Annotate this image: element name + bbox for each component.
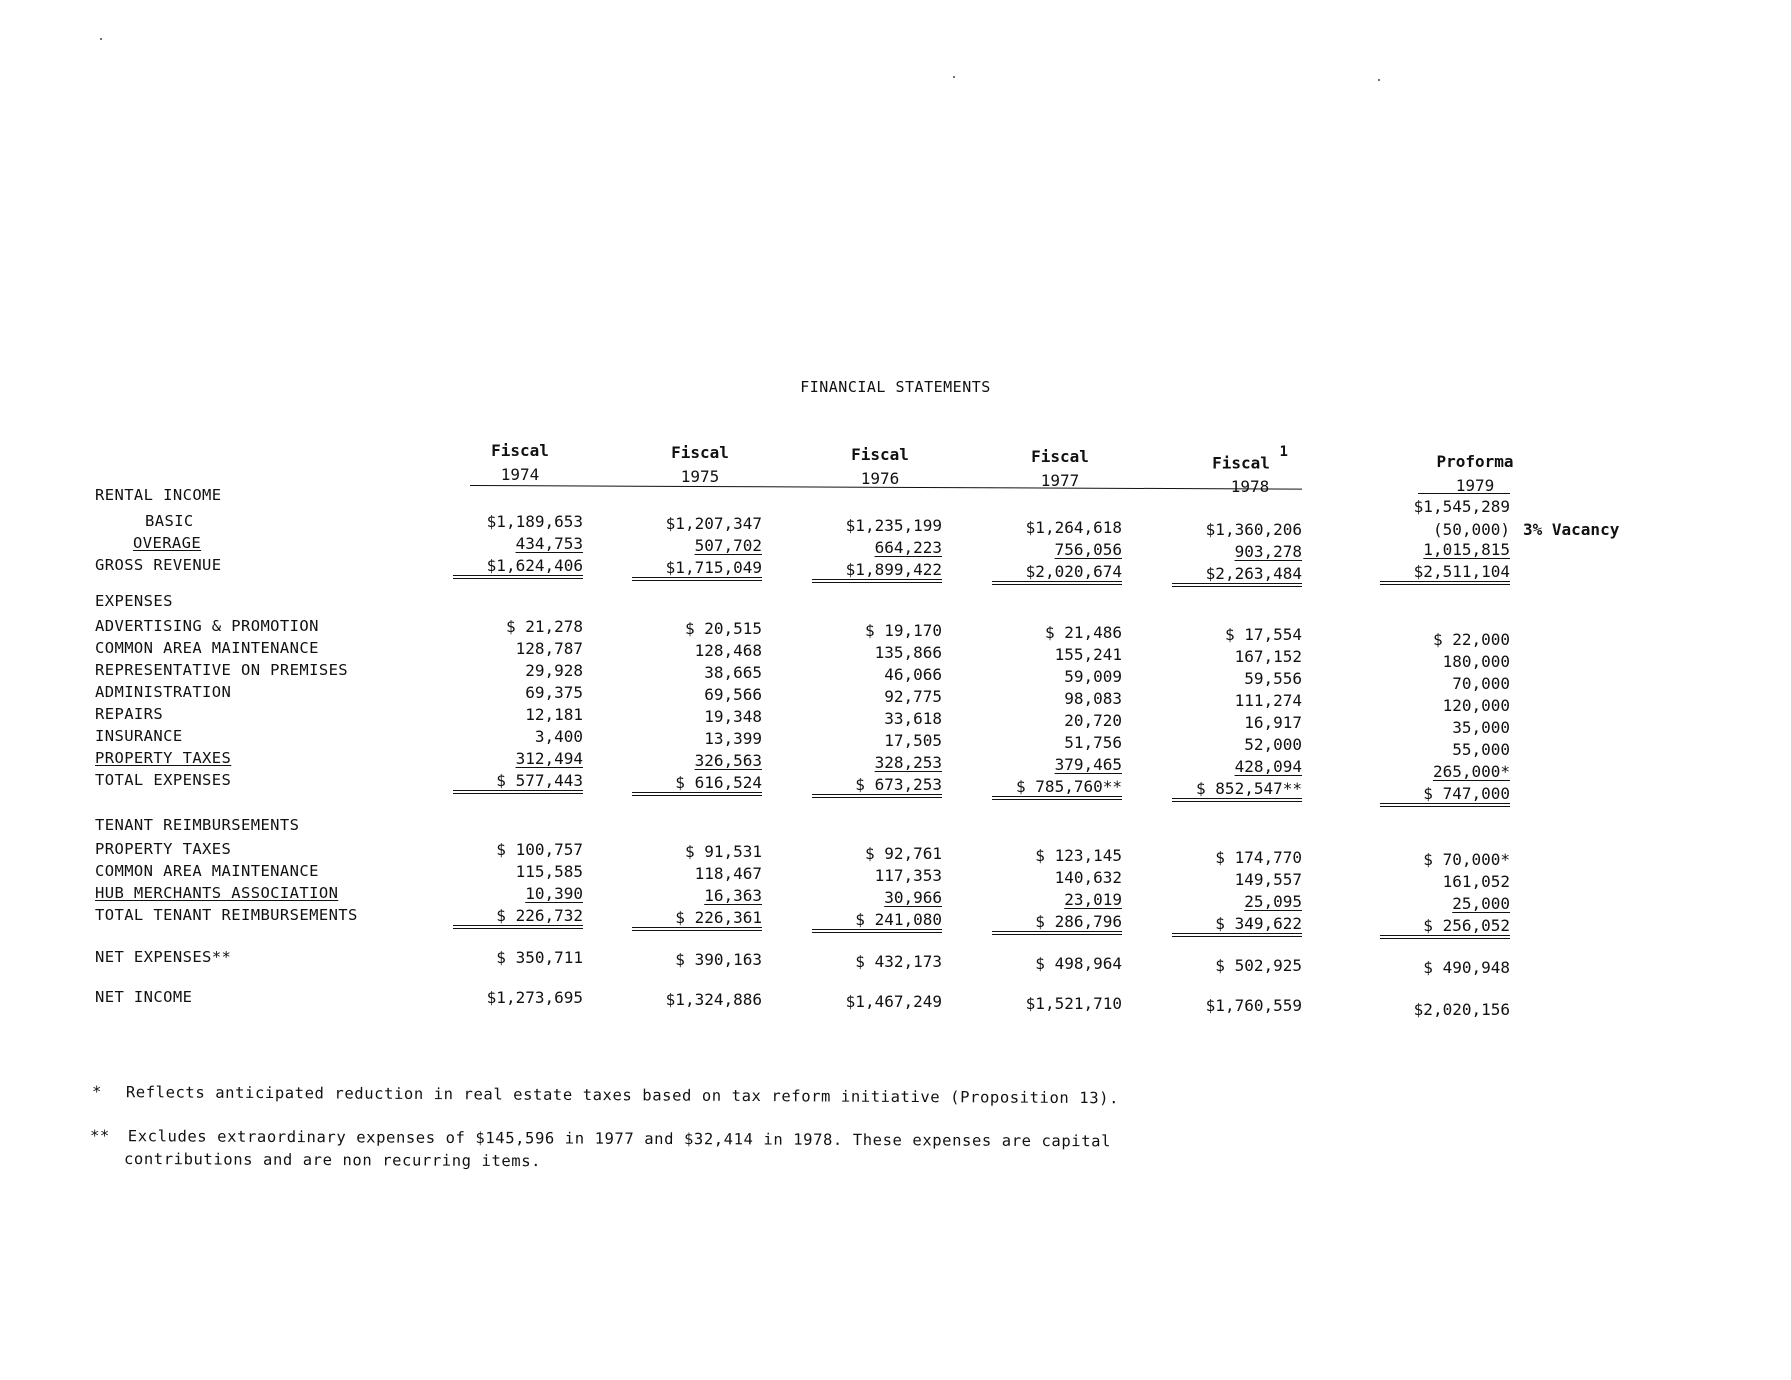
row-label: COMMON AREA MAINTENANCE xyxy=(95,639,319,657)
column-header-year: 1979 xyxy=(1455,476,1495,495)
table-cell: 128,787 xyxy=(515,639,583,658)
table-cell: $1,207,347 xyxy=(665,514,762,533)
table-cell: 30,966 xyxy=(884,888,942,907)
table-cell: 664,223 xyxy=(874,538,942,557)
table-cell: 38,665 xyxy=(704,663,762,682)
column-header-year: 1975 xyxy=(680,467,720,486)
column-header-line1: Fiscal xyxy=(851,445,909,464)
table-cell: $2,020,674 xyxy=(992,562,1122,585)
table-cell: 25,000 xyxy=(1452,894,1510,913)
row-label: PROPERTY TAXES xyxy=(95,840,232,858)
footnote-double-star-continued: contributions and are non recurring items. xyxy=(123,1150,542,1171)
table-cell: 20,720 xyxy=(1064,711,1122,730)
column-header-line1: Fiscal xyxy=(1212,453,1270,473)
table-cell: 328,253 xyxy=(874,753,942,772)
column-header-1977 xyxy=(990,445,1130,493)
table-cell: $ 20,515 xyxy=(684,619,762,638)
table-cell: $1,624,406 xyxy=(453,556,583,579)
table-cell: 161,052 xyxy=(1442,872,1510,891)
section-heading: RENTAL INCOME xyxy=(95,486,222,504)
table-cell: 434,753 xyxy=(515,534,583,553)
table-cell: 33,618 xyxy=(884,709,942,728)
row-label: INSURANCE xyxy=(95,727,183,745)
table-cell: 507,702 xyxy=(694,536,762,555)
table-cell: 35,000 xyxy=(1452,718,1510,737)
table-cell: $ 785,760** xyxy=(992,777,1122,800)
table-cell: $ 577,443 xyxy=(453,771,583,794)
column-header-1974 xyxy=(450,439,590,487)
table-cell: $ 490,948 xyxy=(1423,958,1510,977)
table-cell: 149,557 xyxy=(1234,870,1302,889)
table-cell: $ 22,000 xyxy=(1432,630,1510,649)
row-label: NET EXPENSES** xyxy=(95,948,232,966)
footnote-single-star xyxy=(92,1083,1119,1107)
table-cell: (50,000) xyxy=(1432,520,1510,539)
scan-speck xyxy=(1378,79,1380,81)
table-cell: 903,278 xyxy=(1234,542,1302,561)
row-label: ADMINISTRATION xyxy=(95,683,232,701)
table-cell: 428,094 xyxy=(1234,757,1302,776)
table-cell: $2,263,484 xyxy=(1172,564,1302,587)
footnote-double-star xyxy=(90,1127,1111,1150)
table-cell: $ 498,964 xyxy=(1035,954,1122,973)
table-cell: $ 616,524 xyxy=(632,773,762,796)
column-header-1979 xyxy=(1405,450,1545,498)
table-cell: 59,009 xyxy=(1064,667,1122,686)
table-cell: $1,360,206 xyxy=(1205,520,1302,539)
table-cell: 140,632 xyxy=(1054,868,1122,887)
section-heading: TENANT REIMBURSEMENTS xyxy=(95,816,300,834)
column-header-line1: Fiscal xyxy=(671,443,729,462)
table-cell: $ 226,361 xyxy=(632,908,762,931)
table-cell: 1,015,815 xyxy=(1423,540,1510,559)
table-cell: $1,899,422 xyxy=(812,560,942,583)
table-cell: 23,019 xyxy=(1064,890,1122,909)
table-cell: 167,152 xyxy=(1234,647,1302,666)
row-label: REPAIRS xyxy=(95,705,164,723)
row-label: OVERAGE xyxy=(133,534,202,552)
table-cell: $1,235,199 xyxy=(845,516,942,535)
table-cell: 120,000 xyxy=(1442,696,1510,715)
row-label: REPRESENTATIVE ON PREMISES xyxy=(95,661,349,679)
table-cell: 379,465 xyxy=(1054,755,1122,774)
table-cell: 111,274 xyxy=(1234,691,1302,710)
column-header-line1: Fiscal xyxy=(491,441,549,460)
table-cell: $1,521,710 xyxy=(1025,994,1122,1013)
table-cell: $ 390,163 xyxy=(675,950,762,969)
table-cell: $ 256,052 xyxy=(1380,916,1510,939)
row-label: PROPERTY TAXES xyxy=(95,749,232,767)
column-header-1976 xyxy=(810,443,950,491)
column-header-line1: Proforma xyxy=(1436,452,1514,471)
table-cell: 128,468 xyxy=(694,641,762,660)
column-header-1975 xyxy=(630,441,770,489)
table-cell: $ 852,547** xyxy=(1172,779,1302,802)
table-cell: $ 17,554 xyxy=(1224,625,1302,644)
table-cell: 17,505 xyxy=(884,731,942,750)
table-cell: $1,760,559 xyxy=(1205,996,1302,1015)
table-cell: 55,000 xyxy=(1452,740,1510,759)
table-cell: 118,467 xyxy=(694,864,762,883)
table-cell: 16,363 xyxy=(704,886,762,905)
table-cell: $ 350,711 xyxy=(496,948,583,967)
table-cell: $ 91,531 xyxy=(684,842,762,861)
column-header-year: 1977 xyxy=(1040,471,1080,490)
row-label: NET INCOME xyxy=(95,988,193,1006)
table-cell: 51,756 xyxy=(1064,733,1122,752)
table-cell: $ 349,622 xyxy=(1172,914,1302,937)
table-cell: 98,083 xyxy=(1064,689,1122,708)
column-header-year: 1978 xyxy=(1230,477,1270,497)
table-cell: 69,566 xyxy=(704,685,762,704)
row-label: TOTAL EXPENSES xyxy=(95,771,232,789)
table-cell: 115,585 xyxy=(515,862,583,881)
table-cell: 92,775 xyxy=(884,687,942,706)
table-cell: 19,348 xyxy=(704,707,762,726)
table-cell: 265,000* xyxy=(1432,762,1510,781)
table-cell: $2,511,104 xyxy=(1380,562,1510,585)
section-heading: EXPENSES xyxy=(95,592,173,610)
table-cell: 25,095 xyxy=(1244,892,1302,911)
table-cell: $ 21,486 xyxy=(1044,623,1122,642)
table-cell: 117,353 xyxy=(874,866,942,885)
column-header-1978 xyxy=(1180,446,1320,499)
column-header-year: 1976 xyxy=(860,469,900,488)
table-cell: $1,189,653 xyxy=(486,512,583,531)
table-cell: 135,866 xyxy=(874,643,942,662)
table-cell: 756,056 xyxy=(1054,540,1122,559)
table-cell: 59,556 xyxy=(1244,669,1302,688)
table-cell: 12,181 xyxy=(525,705,583,724)
footnote-text: Excludes extraordinary expenses of $145,596 in 1977 and $32,414 in 1978. These expenses are capital xyxy=(127,1127,1112,1151)
table-cell: 3,400 xyxy=(534,727,583,746)
table-cell: 69,375 xyxy=(525,683,583,702)
footnote-mark: ** xyxy=(89,1127,110,1146)
table-cell: $ 286,796 xyxy=(992,912,1122,935)
row-label: GROSS REVENUE xyxy=(95,556,222,574)
table-cell: $ 673,253 xyxy=(812,775,942,798)
footnote-reference: 1 xyxy=(1279,444,1288,460)
table-cell: 10,390 xyxy=(525,884,583,903)
table-cell: $ 502,925 xyxy=(1215,956,1302,975)
table-cell: $ 92,761 xyxy=(864,844,942,863)
table-cell: $1,467,249 xyxy=(845,992,942,1011)
table-cell: 52,000 xyxy=(1244,735,1302,754)
table-cell: 16,917 xyxy=(1244,713,1302,732)
table-cell: $ 174,770 xyxy=(1215,848,1302,867)
table-cell: 70,000 xyxy=(1452,674,1510,693)
table-cell: $ 241,080 xyxy=(812,910,942,933)
table-cell: $ 100,757 xyxy=(496,840,583,859)
footnote-text: Reflects anticipated reduction in real estate taxes based on tax reform initiative (Proposition 13). xyxy=(125,1083,1120,1108)
table-cell: 155,241 xyxy=(1054,645,1122,664)
table-cell: $1,715,049 xyxy=(632,558,762,581)
table-cell: $1,264,618 xyxy=(1025,518,1122,537)
table-cell: 326,563 xyxy=(694,751,762,770)
table-cell: $ 123,145 xyxy=(1035,846,1122,865)
table-cell: 46,066 xyxy=(884,665,942,684)
row-label: ADVERTISING & PROMOTION xyxy=(95,617,319,635)
table-cell: $ 747,000 xyxy=(1380,784,1510,807)
column-header-year: 1974 xyxy=(500,465,540,484)
row-label: BASIC xyxy=(145,512,194,530)
row-label: TOTAL TENANT REIMBURSEMENTS xyxy=(95,906,358,924)
row-label: COMMON AREA MAINTENANCE xyxy=(95,862,319,880)
table-cell: $ 432,173 xyxy=(855,952,942,971)
scan-speck xyxy=(953,76,955,78)
scan-speck xyxy=(100,38,102,40)
column-header-line1: Fiscal xyxy=(1031,447,1089,466)
vacancy-note: 3% Vacancy xyxy=(1523,520,1620,539)
header-rule-proforma xyxy=(1418,493,1510,494)
row-label: HUB MERCHANTS ASSOCIATION xyxy=(95,884,339,902)
table-cell: 180,000 xyxy=(1442,652,1510,671)
table-cell: $ 226,732 xyxy=(453,906,583,929)
table-cell: 29,928 xyxy=(525,661,583,680)
table-cell: $ 21,278 xyxy=(505,617,583,636)
table-cell: $1,273,695 xyxy=(486,988,583,1007)
table-cell: $2,020,156 xyxy=(1413,1000,1510,1019)
footnote-mark: * xyxy=(91,1083,102,1102)
table-cell: $ 70,000* xyxy=(1423,850,1510,869)
table-cell: 312,494 xyxy=(515,749,583,768)
page-title: FINANCIAL STATEMENTS xyxy=(800,378,991,396)
table-cell: $1,545,289 xyxy=(1413,497,1510,516)
table-cell: 13,399 xyxy=(704,729,762,748)
table-cell: $1,324,886 xyxy=(665,990,762,1009)
table-cell: $ 19,170 xyxy=(864,621,942,640)
